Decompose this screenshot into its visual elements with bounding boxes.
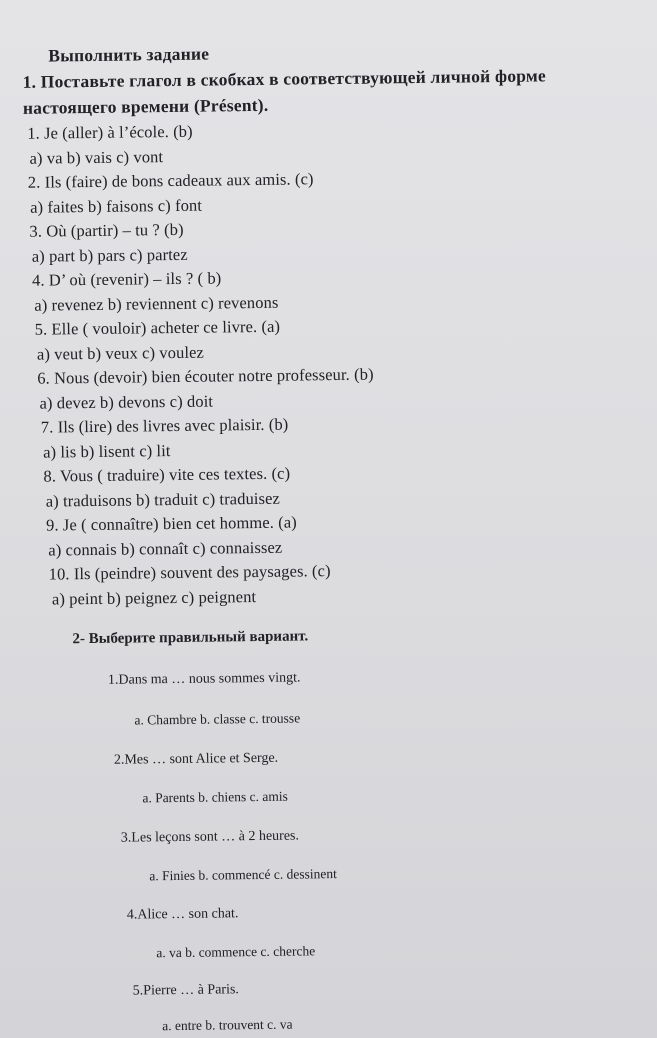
exercise-1-options: a) va b) vais c) vont [29, 147, 164, 168]
exercise-7-question: 7. Ils (lire) des livres avec plaisir. (b) [40, 414, 289, 437]
exercise-9-question: 9. Je ( connaître) bien cet homme. (a) [45, 512, 297, 535]
choice-1-question: 1.Dans ma … nous sommes vingt. [107, 670, 301, 688]
exercise-2-options: a) faites b) faisons c) font [30, 195, 203, 217]
section-2-title: 2- Выберите правильный вариант. [72, 628, 309, 648]
choice-4-options: a. va b. commence c. cherche [156, 943, 316, 961]
instruction-line-1: 1. Поставьте глагол в скобках в соответствующей личной форме [22, 65, 547, 92]
choice-2-question: 2.Mes … sont Alice et Serge. [113, 750, 279, 768]
exercise-10-question: 10. Ils (peindre) souvent des paysages. (c) [48, 561, 331, 584]
exercise-5-question: 5. Elle ( vouloir) acheter ce livre. (a) [34, 316, 281, 339]
choice-5-options: a. entre b. trouvent c. va [162, 1016, 293, 1034]
exercise-4-question: 4. D’ où (revenir) – ils ? ( b) [31, 268, 222, 290]
exercise-9-options: a) connais b) connaît c) connaissez [48, 537, 283, 560]
exercise-6-question: 6. Nous (devoir) bien écouter notre professeur. (b) [37, 364, 374, 388]
exercise-6-options: a) devez b) devons c) doit [39, 391, 214, 413]
exercise-8-question: 8. Vous ( traduire) vite ces textes. (c) [43, 463, 291, 486]
choice-5-question: 5.Pierre … à Paris. [132, 982, 239, 999]
exercise-2-question: 2. Ils (faire) de bons cadeaux aux amis. (c) [27, 169, 314, 192]
exercise-10-options: a) peint b) peignez c) peignent [51, 587, 257, 609]
exercise-5-options: a) veut b) veux c) voulez [36, 342, 205, 364]
choice-3-question: 3.Les leçons sont … à 2 heures. [120, 828, 300, 846]
exercise-3-options: a) part b) pars c) partez [31, 244, 188, 266]
instruction-line-2: настоящего времени (Présent). [22, 94, 269, 118]
exercise-8-options: a) traduisons b) traduit c) traduisez [45, 488, 281, 511]
worksheet-sheet [8, 22, 657, 1034]
choice-1-options: a. Chambre b. classe c. trousse [134, 710, 301, 728]
choice-2-options: a. Parents b. chiens c. amis [142, 788, 288, 806]
choice-3-options: a. Finies b. commencé c. dessinent [149, 866, 337, 884]
exercise-7-options: a) lis b) lisent c) lit [43, 441, 171, 462]
exercise-3-question: 3. Où (partir) – tu ? (b) [29, 219, 184, 241]
exercise-4-options: a) revenez b) reviennent c) revenons [34, 292, 279, 315]
task-title: Выполнить задание [48, 43, 210, 66]
choice-4-question: 4.Alice … son chat. [126, 906, 239, 923]
exercise-1-question: 1. Je (aller) à l’école. (b) [27, 121, 193, 143]
